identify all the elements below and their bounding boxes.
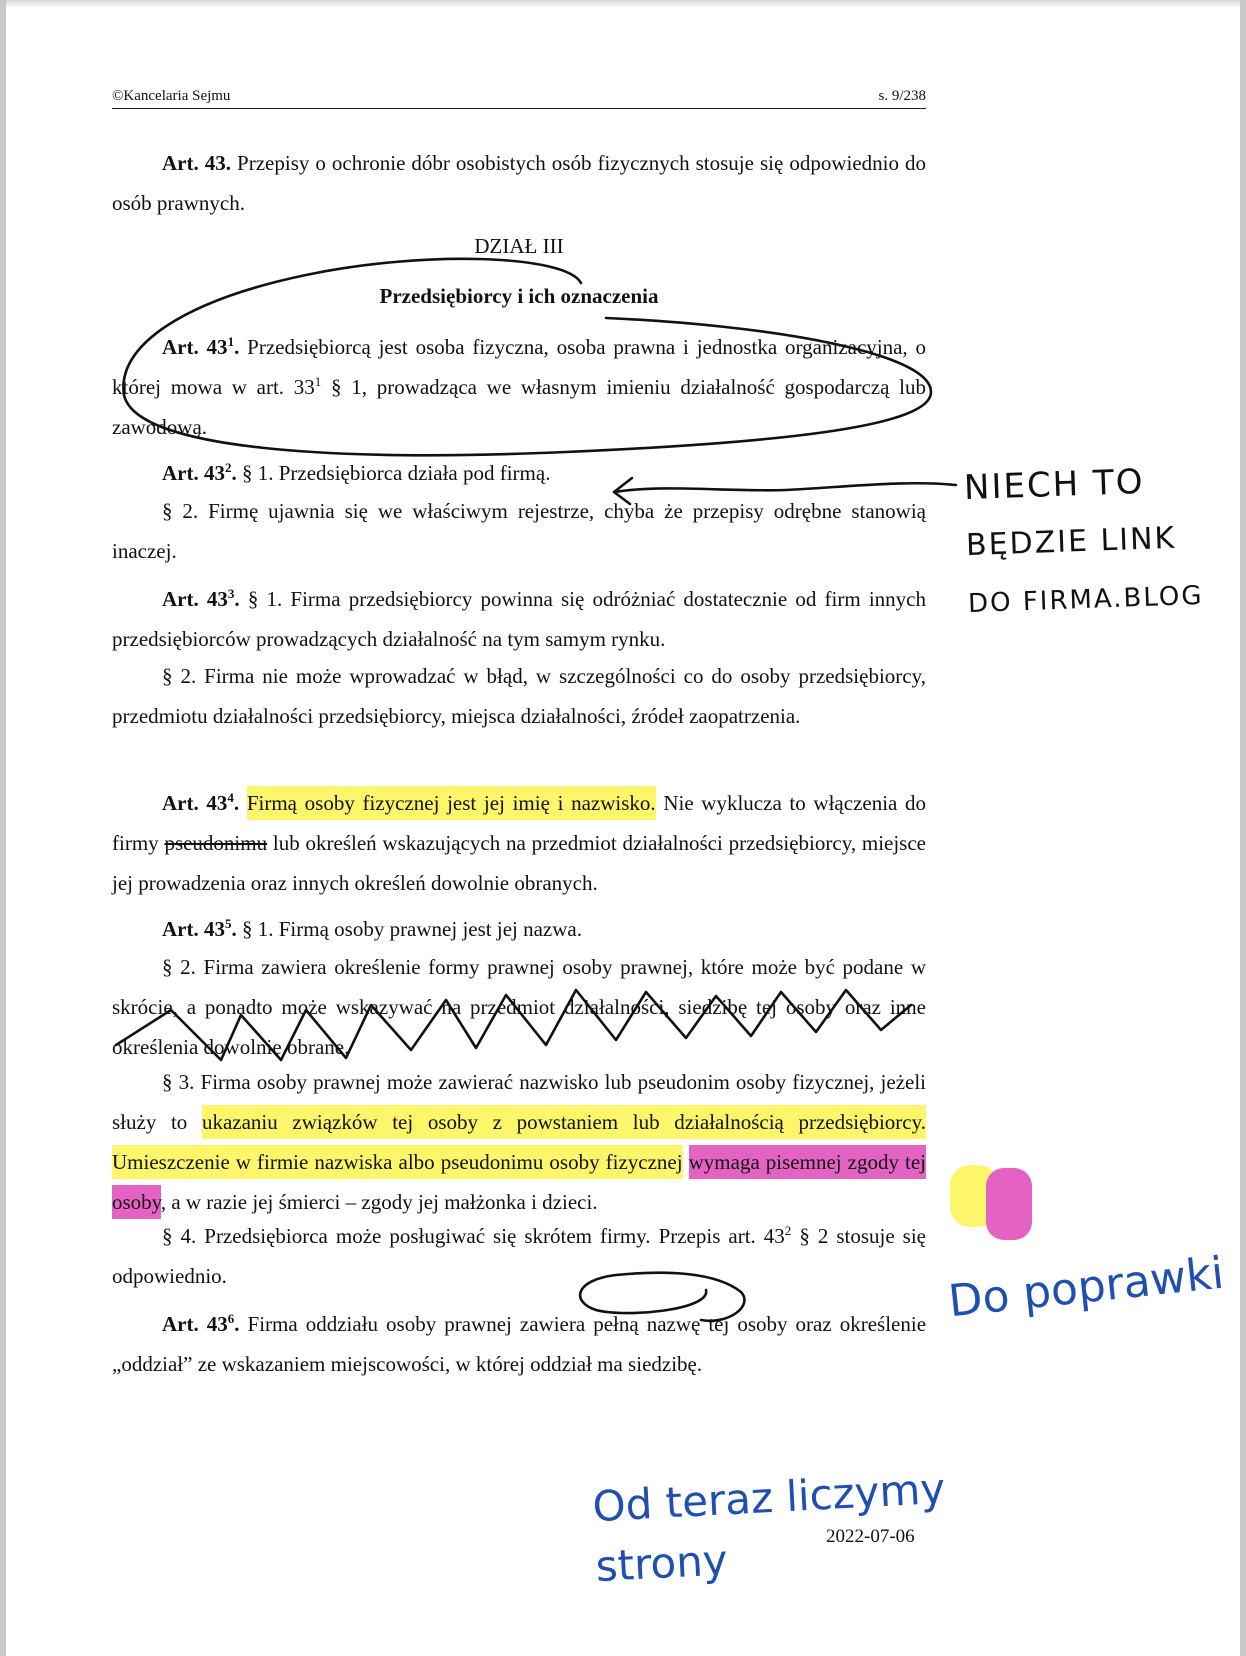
art-43-2-p2: § 2. Firmę ujawnia się we właściwym rejestrze, chyba że przepisy odrębne stanowią inaczej. xyxy=(112,499,926,563)
art-43-1: Art. $43^1$. Przedsiębiorcą jest osoba fizyczna, osoba prawna i jednostka organizacyjna, o której mowa w art. $33^1$ § 1, prowadząca we własnym imieniu działalność gospodarczą lub zawodową. xyxy=(112,334,927,439)
art-43-5-p1: § 1. Firmą osoby prawnej jest jej nazwa. xyxy=(241,917,582,941)
art-43-5-par-3 xyxy=(112,1062,926,1222)
dzial-heading: DZIAŁ III xyxy=(474,234,564,258)
art-43-4-struck-word: pseudonimu xyxy=(164,831,268,855)
art-43-2-sup: 2 xyxy=(224,460,232,475)
art-43-5-p3-highlight-pink: wymaga pisemnej zgody tej osoby xyxy=(112,1145,926,1219)
art-43-6-sup: 6 xyxy=(227,1311,235,1326)
art-43-4-sup: 4 xyxy=(227,790,234,805)
art-43-1-sup: 1 xyxy=(227,334,235,349)
header-rule xyxy=(112,108,926,109)
art-43-text: Przepisy o ochronie dóbr osobistych osób fizycznych stosuje się odpowiednio do osób prawnych. xyxy=(112,151,927,215)
art-43-3-par-2 xyxy=(112,656,926,736)
art-43-4-label: Art. 43 xyxy=(162,791,228,815)
art-43-label: Art. 43. xyxy=(162,151,232,175)
art-43-6-label: Art. 43 xyxy=(162,1312,228,1336)
art-43-5-par-1: Art. $43^5$. § 1. Firmą osoby prawnej jest jej nazwa. xyxy=(162,916,582,941)
art-43-2-p1: § 1. Przedsiębiorca działa pod firmą. xyxy=(241,461,551,485)
art-43-6: Art. $43^6$. Firma oddziału osoby prawnej zawiera pełną nazwę tej osoby oraz określenie „oddział” ze wskazaniem miejscowości, w której oddział ma siedzibę. xyxy=(112,1311,927,1376)
art-43-5-p3-a: § 3. Firma osoby prawnej może zawierać nazwisko lub pseudonim osoby fizycznej, jeżeli służy to xyxy=(112,1070,926,1134)
art-43-5-par-4 xyxy=(112,1216,926,1296)
handwritten-note-link: NIECH TO BĘDZIE LINK DO FIRMA.BLOG xyxy=(963,461,1204,620)
art-43-5-p4-b: § 2 stosuje się odpowiednio. xyxy=(112,1224,926,1288)
art-43-2-label: Art. 43 xyxy=(162,461,225,485)
header-page-number: s. 9/238 xyxy=(878,88,926,104)
header-publisher: ©Kancelaria Sejmu xyxy=(112,88,231,104)
art-43-1-ref-sup: 1 xyxy=(314,374,322,389)
art-43-4-text-b: lub określeń wskazujących na przedmiot działalności przedsiębiorcy, miejsce jej prowadzenia oraz innych określeń dowolnie obranych. xyxy=(112,831,926,895)
art-43-6-text: Firma oddziału osoby prawnej zawiera pełną nazwę tej osoby oraz określenie „oddział” ze wskazaniem miejscowości, w której oddział ma siedzibę. xyxy=(112,1312,927,1376)
art-43-3-sup: 3 xyxy=(227,586,235,601)
art-43-5-sup: 5 xyxy=(224,916,232,931)
art-43-5-p4-sup: 2 xyxy=(784,1223,792,1238)
handwritten-note-fix: Do poprawki xyxy=(946,1247,1227,1328)
art-43-1-text-b: § 1, prowadząca we własnym imieniu działalność gospodarczą lub zawodową. xyxy=(112,375,927,439)
yellow-swatch-annotation xyxy=(950,1165,998,1227)
art-43-5-p4-a: § 4. Przedsiębiorca może posługiwać się skrótem firmy. Przepis art. 43 xyxy=(162,1224,785,1248)
art-43-4: Art. $43^4$. Firmą osoby fizycznej jest jej imię i nazwisko. Nie wyklucza to włączenia do firmy pseudonimu lub określeń wskazujących na przedmiot działalności przedsiębiorcy, miejsce jej prowadzenia oraz innych określeń dowolnie obranych. xyxy=(112,783,926,903)
art-43-5-par-2 xyxy=(112,947,926,1067)
handwritten-note-numbering: Od teraz liczymy strony xyxy=(591,1463,947,1592)
art-43-3-p2: § 2. Firma nie może wprowadzać w błąd, w szczególności co do osoby przedsiębiorcy, przedmiotu działalności przedsiębiorcy, miejsca działalności, źródeł zaopatrzenia. xyxy=(112,664,926,728)
pink-swatch-annotation xyxy=(986,1168,1032,1240)
art-43-2-par-2 xyxy=(112,491,926,571)
art-43-5-label: Art. 43 xyxy=(162,917,225,941)
art-43-2-par-1: Art. $43^2$. § 1. Przedsiębiorca działa pod firmą. xyxy=(162,460,551,485)
art-43 xyxy=(112,143,926,223)
art-43-1-text-a: Przedsiębiorcą jest osoba fizyczna, osoba prawna i jednostka organizacyjna, o której mowa w art. 33 xyxy=(112,335,927,399)
document-page xyxy=(6,0,1240,1656)
section-title: Przedsiębiorcy i ich oznaczenia xyxy=(379,284,659,308)
art-43-3-p1: § 1. Firma przedsiębiorcy powinna się odróżniać dostatecznie od firm innych przedsiębiorców prowadzących działalność na tym samym rynku. xyxy=(112,587,927,651)
art-43-1-label: Art. 43 xyxy=(162,335,228,359)
art-43-4-text-a: Nie wyklucza to włączenia do firmy xyxy=(112,791,927,855)
art-43-3-label: Art. 43 xyxy=(162,587,228,611)
art-43-5-p2: § 2. Firma zawiera określenie formy prawnej osoby prawnej, które może być podane w skrócie, a ponadto może wskazywać na przedmiot działalności, siedzibę tej osoby oraz inne określenia dowolnie obrane. xyxy=(112,955,926,1059)
art-43-4-highlight: Firmą osoby fizycznej jest jej imię i nazwisko. xyxy=(247,786,656,820)
art-43-5-p3-highlight-yellow: ukazaniu związków tej osoby z powstaniem lub działalnością przedsiębiorcy. Umieszczenie w firmie nazwiska albo pseudonimu osoby fizycznej xyxy=(112,1105,926,1179)
document-date: 2022-07-06 xyxy=(826,1526,915,1547)
art-43-5-p3-b: , a w razie jej śmierci – zgody jej małżonka i dzieci. xyxy=(160,1190,598,1214)
art-43-3-par-1: Art. $43^3$. § 1. Firma przedsiębiorcy powinna się odróżniać dostatecznie od firm innych przedsiębiorców prowadzących działalność na tym samym rynku. xyxy=(112,586,927,651)
